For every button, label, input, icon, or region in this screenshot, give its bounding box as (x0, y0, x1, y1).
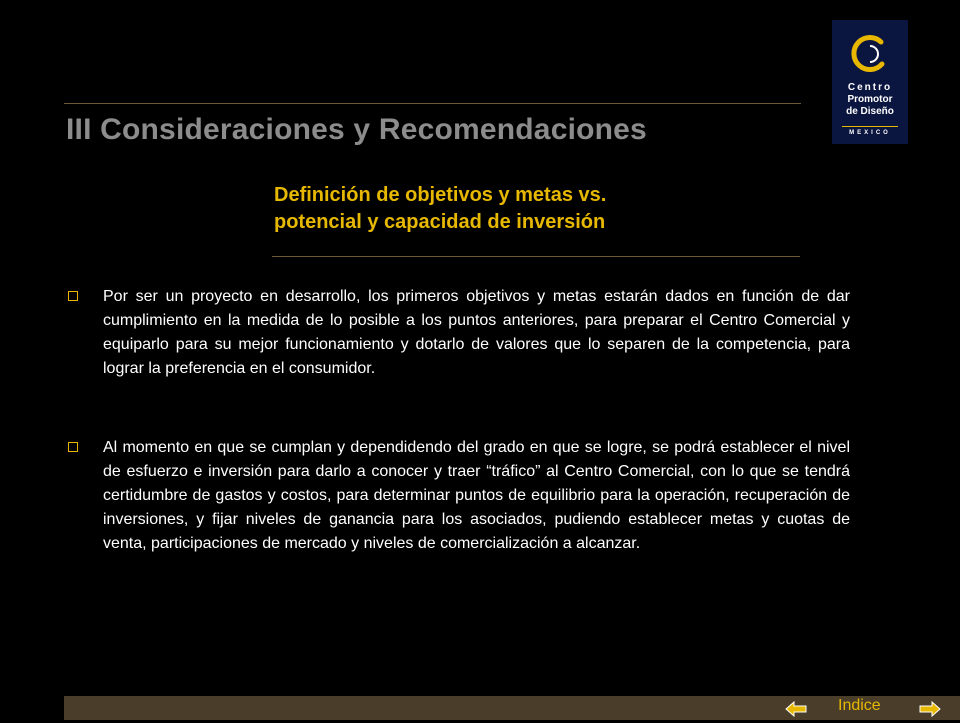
subtitle-divider (272, 256, 800, 257)
header-divider (64, 103, 801, 104)
bullet-item (68, 285, 850, 381)
arrow-right-icon[interactable] (918, 700, 942, 718)
logo-country: MEXICO (849, 130, 891, 136)
subtitle-line-1: Definición de objetivos y metas vs. (274, 184, 607, 206)
logo-divider (842, 126, 898, 127)
logo (832, 20, 908, 144)
logo-line-1: Centro (847, 82, 893, 93)
logo-line-3: de Diseño (846, 106, 894, 117)
logo-ring-icon (832, 20, 908, 90)
square-bullet-icon (68, 291, 78, 301)
page-title: III Consideraciones y Recomendaciones (66, 113, 647, 146)
logo-line-2: Promotor (847, 94, 893, 105)
bullet-text: Al momento en que se cumplan y dependidendo del grado en que se logre, se podrá establecer el nivel de esfuerzo e inversión para darlo a conocer y traer “tráfico” al Centro Comercial, con lo que se tendrá certidumbre de gastos y costos, para determinar puntos de equilibrio para la operación, recuperación de inversiones, y fijar niveles de ganancia para los asociados, pudiendo establecer metas y cuotas de venta, participaciones de mercado y niveles de comercialización a alcanzar. (103, 439, 850, 552)
index-link[interactable]: Indice (838, 697, 881, 714)
arrow-left-icon[interactable] (784, 700, 808, 718)
section-subtitle (274, 182, 774, 236)
square-bullet-icon (68, 442, 78, 452)
bullet-item (68, 436, 850, 556)
bullet-text: Por ser un proyecto en desarrollo, los primeros objetivos y metas estarán dados en función de dar cumplimiento en la medida de lo posible a los puntos anteriores, para preparar el Centro Comercial y equiparlo para su mejor funcionamiento y dotarlo de valores que lo separen de la competencia, para lograr la preferencia en el consumidor. (103, 288, 850, 377)
subtitle-line-2: potencial y capacidad de inversión (274, 211, 606, 233)
footer-bar (64, 696, 960, 720)
